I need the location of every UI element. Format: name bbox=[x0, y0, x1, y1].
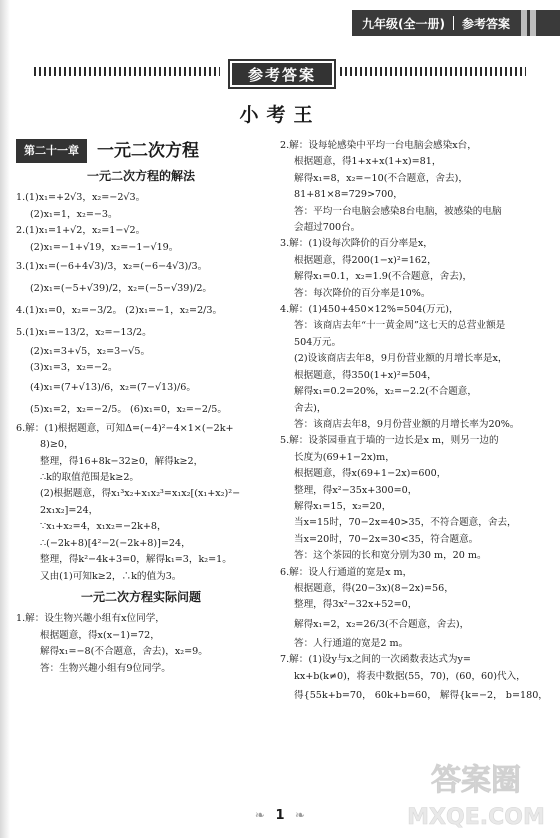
answer-line: 解得x₁=−8(不合题意，舍去)，x₂=9。 bbox=[40, 646, 208, 658]
answer-line: 8)≥0， bbox=[40, 439, 74, 451]
answer-line: 2x₁x₂]=24， bbox=[40, 504, 99, 516]
chapter-badge: 第二十一章 bbox=[16, 139, 87, 163]
answers-banner: 参考答案 bbox=[228, 59, 336, 89]
svg-text:MXQE.COM: MXQE.COM bbox=[407, 805, 545, 830]
hatch-rule-right bbox=[340, 67, 526, 76]
answer-line: 舍去)， bbox=[294, 402, 327, 414]
answer-line: 整理，得k²−4k+3=0，解得k₁=3，k₂=1。 bbox=[40, 554, 232, 566]
answer-line: 答：该商店去年8，9月份营业额的月增长率为20%。 bbox=[294, 418, 520, 430]
answer-line: 当x=20时，70−2x=30<35，符合题意。 bbox=[294, 533, 479, 545]
answer-line: 4.解：(1)450+450×12%=504(万元)， bbox=[280, 304, 459, 316]
answer-line: (2)设该商店去年8，9月份营业额的月增长率是x， bbox=[294, 353, 508, 365]
answer-line: kx+b(k≠0)，将表中数据(55，70)，(60，60)代入， bbox=[294, 670, 526, 682]
answer-line: 6.解：(1)根据题意，可知Δ=(−4)²−4×1×(−2k+ bbox=[16, 422, 234, 434]
answer-line: 5.解：设茶园垂直于墙的一边长是x m，则另一边的 bbox=[280, 435, 499, 447]
answer-line: 根据题意，得350(1+x)²=504， bbox=[294, 369, 437, 381]
grade-label: 九年级(全一册) bbox=[362, 16, 445, 31]
answer-line: 504万元。 bbox=[294, 336, 342, 348]
answer-line: 答：该商店去年“十一黄金周”这七天的总营业额是 bbox=[294, 320, 506, 332]
page-number bbox=[0, 808, 560, 823]
answer-line: 答：平均一台电脑会感染8台电脑，被感染的电脑 bbox=[294, 205, 502, 217]
answer-line: 得{55k+b=70， 60k+b=60， 解得{k=−2， b=180， bbox=[294, 690, 548, 701]
page-title: 小考王 bbox=[239, 104, 321, 126]
answer-line: 解得x₁=15，x₂=20， bbox=[294, 500, 392, 512]
answer-line: 根据题意，得x(69+1−2x)=600， bbox=[294, 468, 447, 480]
header-stripe bbox=[530, 10, 536, 36]
answer-line: 根据题意，得1+x+x(1+x)=81， bbox=[294, 156, 442, 168]
section-heading-solving: 一元二次方程的解法 bbox=[86, 169, 195, 183]
answer-line: 81+81×8=729>700， bbox=[294, 189, 403, 201]
answers-label: 参考答案 bbox=[461, 16, 510, 31]
left-column bbox=[16, 138, 266, 677]
answer-line: 答：生物兴趣小组有9位同学。 bbox=[40, 662, 171, 674]
header-tab bbox=[352, 10, 560, 36]
answer-line: 解得x₁=0.1，x₂=1.9(不合题意，舍去)， bbox=[294, 271, 473, 283]
answer-line: (2)x₁=1，x₂=−3。 bbox=[30, 208, 118, 220]
leaf-left-icon: ❧ bbox=[254, 808, 265, 822]
answer-line: (2)x₁=(−5+√39)/2，x₂=(−5−√39)/2。 bbox=[30, 283, 213, 295]
chapter-title: 一元二次方程 bbox=[97, 140, 199, 161]
page-number-value: 1 bbox=[275, 808, 285, 823]
answer-line: 根据题意，得x(x−1)=72， bbox=[40, 629, 160, 641]
answer-line: 3.解：(1)设每次降价的百分率是x， bbox=[280, 238, 433, 250]
answer-line: 3.(1)x₁=(−6+4√3)/3，x₂=(−6−4√3)/3。 bbox=[16, 261, 208, 273]
answer-line: 6.解：设人行通道的宽是x m， bbox=[280, 566, 413, 578]
answer-line: 1.解：设生物兴趣小组有x位同学， bbox=[16, 613, 165, 625]
answer-line: 解得x₁=2，x₂=26/3(不合题意，舍去)， bbox=[294, 618, 470, 630]
answer-line: 答：这个茶园的长和宽分别为30 m，20 m。 bbox=[294, 550, 487, 562]
answer-line: 4.(1)x₁=0，x₂=−3/2。 (2)x₁=−1，x₂=2/3。 bbox=[16, 305, 223, 317]
answer-line: 解得x₁=8，x₂=−10(不合题意，舍去)， bbox=[294, 172, 468, 184]
chapter-heading bbox=[16, 138, 266, 164]
answer-line: 7.解：(1)设y与x之间的一次函数表达式为y= bbox=[280, 654, 471, 666]
answer-line: (4)x₁=(7+√13)/6，x₂=(7−√13)/6。 bbox=[30, 381, 196, 393]
answer-line: (2)x₁=3+√5，x₂=3−√5。 bbox=[30, 346, 151, 358]
answer-line: 根据题意，得(20−3x)(8−2x)=56， bbox=[294, 582, 454, 594]
answer-line: 答：人行通道的宽是2 m。 bbox=[294, 637, 409, 649]
answer-line: 2.解：设每轮感染中平均一台电脑会感染x台， bbox=[280, 140, 477, 151]
answer-line: 整理，得x²−35x+300=0， bbox=[294, 484, 418, 496]
section-heading-applications: 一元二次方程实际问题 bbox=[80, 589, 201, 604]
answer-line: 1.(1)x₁=+2√3，x₂=−2√3。 bbox=[16, 192, 146, 204]
hatch-rule-left bbox=[34, 67, 220, 76]
answer-line: 又由(1)可知k≥2，∴k的值为3。 bbox=[40, 570, 182, 582]
answer-line: ∴(−2k+8)[4²−2(−2k+8)]=24， bbox=[40, 537, 191, 549]
right-column bbox=[280, 138, 548, 707]
answer-line: 会超过700台。 bbox=[294, 222, 361, 234]
answer-line: (3)x₁=3，x₂=−2。 bbox=[30, 362, 118, 374]
answer-line: 根据题意，得200(1−x)²=162， bbox=[294, 254, 437, 266]
answer-line: (2)x₁=−1+√19，x₂=−1−√19。 bbox=[30, 241, 179, 253]
leaf-right-icon: ❧ bbox=[295, 808, 306, 822]
answer-line: 5.(1)x₁=−13/2，x₂=−13/2。 bbox=[16, 327, 152, 339]
answer-line: 长度为(69+1−2x)m， bbox=[294, 451, 395, 463]
answer-line: 答：每次降价的百分率是10%。 bbox=[294, 287, 431, 299]
answer-line: 解得x₁=0.2=20%，x₂=−2.2(不合题意， bbox=[294, 386, 477, 398]
svg-text:答案圈: 答案圈 bbox=[431, 763, 521, 798]
answer-line: 整理，得16+8k−32≥0，解得k≥2， bbox=[40, 455, 204, 467]
header-stripe bbox=[521, 10, 527, 36]
answer-line: ∴k的取值范围是k≥2。 bbox=[40, 472, 140, 484]
answer-line: 整理，得3x²−32x+52=0， bbox=[294, 599, 418, 611]
answer-line: 当x=15时，70−2x=40>35，不符合题意，舍去， bbox=[294, 517, 517, 529]
answer-line: 2.(1)x₁=1+√2，x₂=1−√2。 bbox=[16, 225, 146, 237]
answer-line: ∵x₁+x₂=4，x₁x₂=−2k+8， bbox=[40, 521, 167, 533]
answer-line: (5)x₁=2，x₂=−2/5。 (6)x₁=0，x₂=−2/5。 bbox=[30, 403, 227, 415]
answer-line: (2)根据题意，得x₁³x₂+x₁x₂³=x₁x₂[(x₁+x₂)²− bbox=[40, 488, 241, 500]
